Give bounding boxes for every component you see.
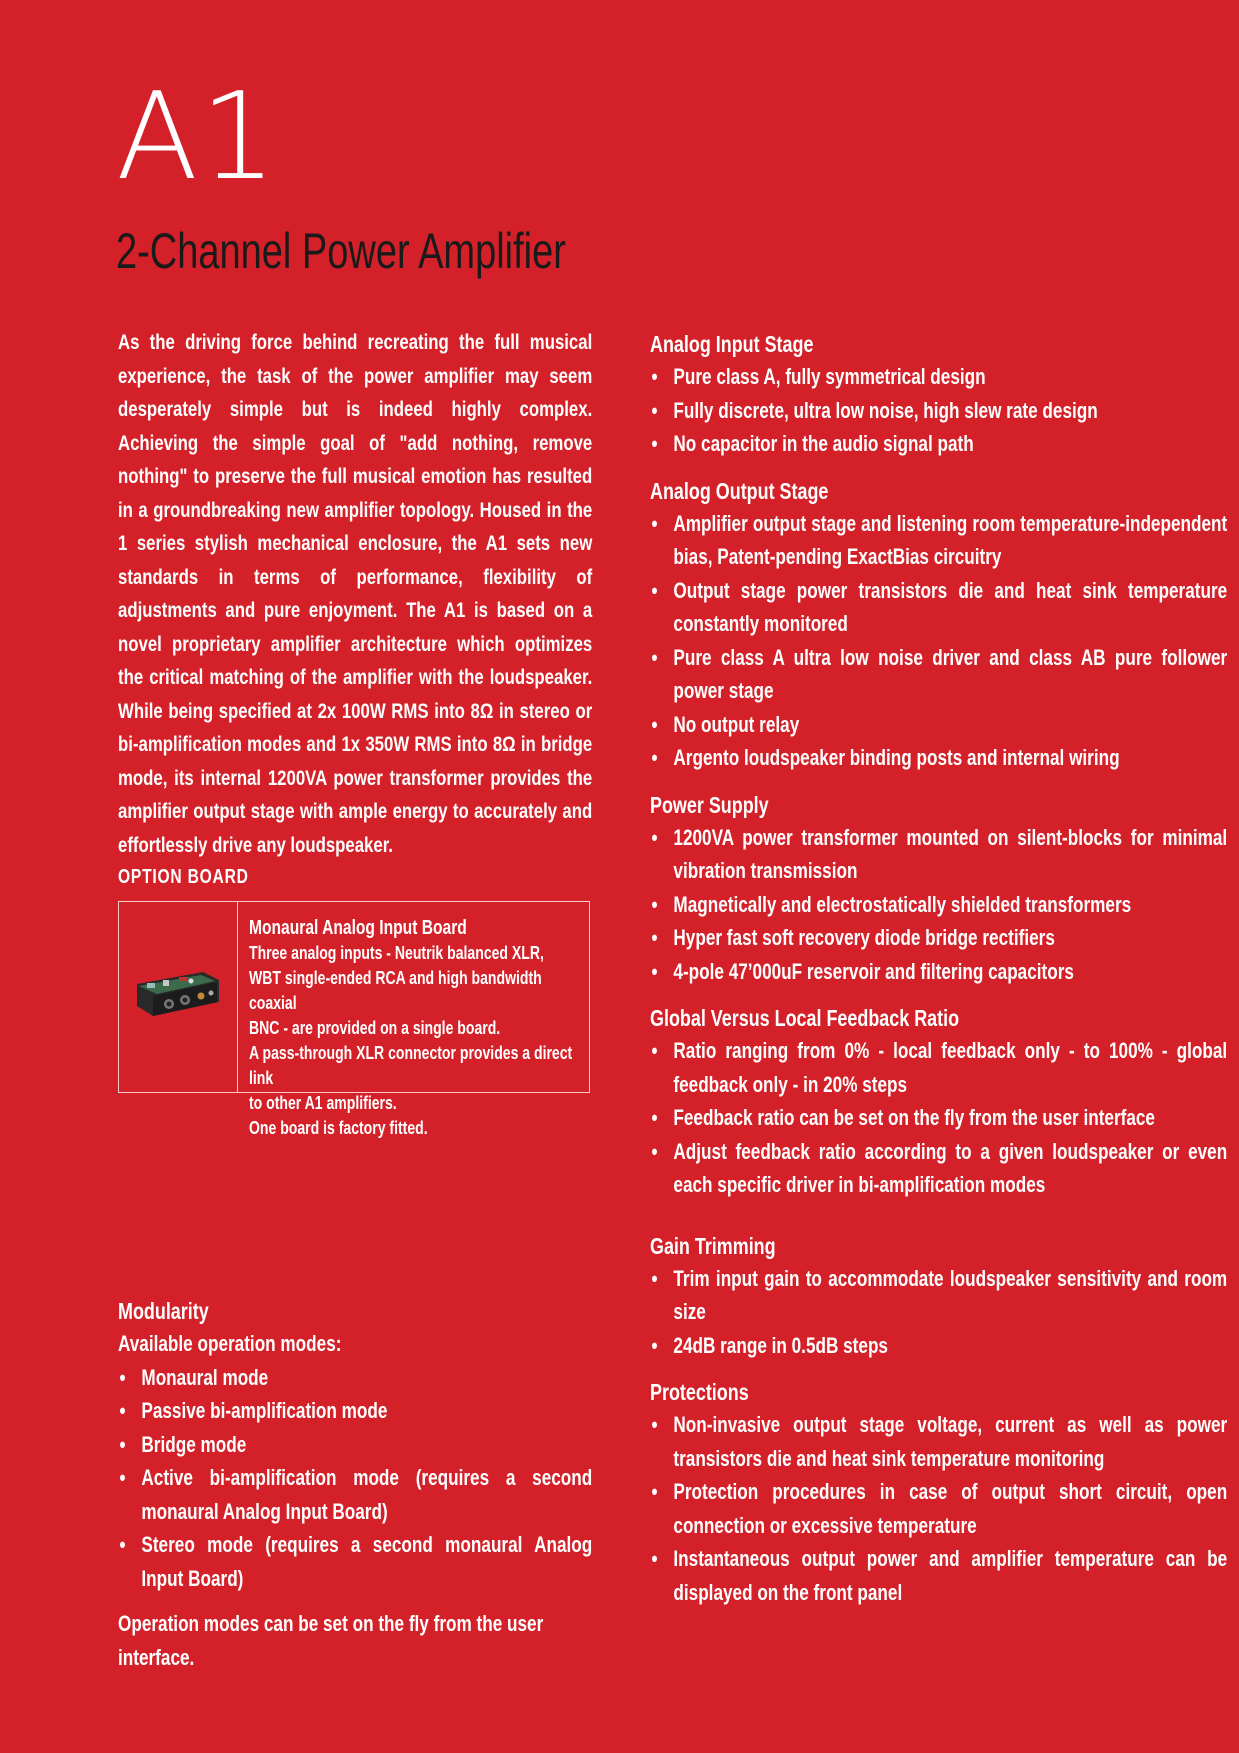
list-item: • Adjust feedback ratio according to a given loudspeaker or even each specific driver in bi-amplification modes (650, 1135, 1227, 1202)
list-item: • Stereo mode (requires a second monaural Analog Input Board) (118, 1528, 592, 1595)
list-item: • Hyper fast soft recovery diode bridge rectifiers (650, 921, 1227, 955)
section-heading: Power Supply (650, 791, 769, 818)
list-item: • 1200VA power transformer mounted on silent-blocks for minimal vibration transmission (650, 821, 1227, 888)
option-board-text (249, 916, 584, 1141)
list-item: • Fully discrete, ultra low noise, high slew rate design (650, 394, 1227, 428)
list-item: • Trim input gain to accommodate loudspeaker sensitivity and room size (650, 1262, 1227, 1329)
section-list (650, 360, 1227, 461)
option-board-line: BNC - are provided on a single board. (249, 1018, 501, 1038)
option-board-title: Monaural Analog Input Board (249, 917, 467, 939)
spec-section-analog-input (650, 328, 1227, 461)
modularity-heading: Modularity (118, 1298, 209, 1324)
option-board-line: WBT single-ended RCA and high bandwidth coaxial (249, 968, 542, 1013)
section-list (650, 1034, 1227, 1202)
list-item: • Passive bi-amplification mode (118, 1394, 592, 1428)
list-item: • Pure class A ultra low noise driver and class AB pure follower power stage (650, 641, 1227, 708)
list-item: • Feedback ratio can be set on the fly from the user interface (650, 1101, 1227, 1135)
section-heading: Global Versus Local Feedback Ratio (650, 1005, 960, 1031)
list-item: • 4-pole 47’000uF reservoir and filtering capacitors (650, 955, 1227, 989)
list-item: • Active bi-amplification mode (requires a second monaural Analog Input Board) (118, 1461, 592, 1528)
modularity-intro: Available operation modes: (118, 1331, 342, 1356)
section-list (650, 1262, 1227, 1363)
model-name: A1 (116, 68, 279, 207)
section-heading: Protections (650, 1379, 749, 1405)
list-item: • Monaural mode (118, 1361, 592, 1395)
list-item: • 24dB range in 0.5dB steps (650, 1329, 1227, 1363)
list-item: • Ratio ranging from 0% - local feedback only - to 100% - global feedback only - in 20% steps (650, 1034, 1227, 1101)
list-item: • Pure class A, fully symmetrical design (650, 360, 1227, 394)
circuit-board-icon (133, 966, 223, 1020)
spec-section-protections (650, 1376, 1227, 1609)
spec-section-analog-output (650, 475, 1227, 775)
option-board-line: Three analog inputs - Neutrik balanced XLR, (249, 943, 544, 963)
list-item: • Argento loudspeaker binding posts and internal wiring (650, 741, 1227, 775)
section-heading: Analog Output Stage (650, 477, 829, 504)
modularity-list (118, 1361, 592, 1596)
option-board-line: One board is factory fitted. (249, 1118, 428, 1138)
list-item: • Magnetically and electrostatically shielded transformers (650, 888, 1227, 922)
option-board-box (118, 901, 590, 1138)
spec-section-feedback (650, 1002, 1227, 1202)
modularity-footnote: Operation modes can be set on the fly from the user interface. (118, 1611, 544, 1670)
option-board-image (119, 902, 238, 1092)
spec-section-power-supply (650, 789, 1227, 989)
product-subtitle: 2-Channel Power Amplifier (116, 223, 566, 279)
spec-section-gain-trimming (650, 1230, 1227, 1363)
section-list (650, 821, 1227, 989)
option-board-line: A pass-through XLR connector provides a direct link (249, 1043, 573, 1088)
section-heading: Gain Trimming (650, 1232, 776, 1259)
list-item: • Amplifier output stage and listening room temperature-independent bias, Patent-pending ExactBias circuitry (650, 507, 1227, 574)
list-item: • Non-invasive output stage voltage, current as well as power transistors die and heat sink temperature monitoring (650, 1408, 1227, 1475)
option-board-line: to other A1 amplifiers. (249, 1093, 397, 1113)
intro-column (118, 326, 592, 862)
specs-column (650, 328, 1227, 1609)
list-item: • No output relay (650, 708, 1227, 742)
modularity-section (118, 1295, 592, 1674)
list-item: • No capacitor in the audio signal path (650, 427, 1227, 461)
list-item: • Instantaneous output power and amplifier temperature can be displayed on the front panel (650, 1542, 1227, 1609)
list-item: • Protection procedures in case of output short circuit, open connection or excessive temperature (650, 1475, 1227, 1542)
intro-paragraph: As the driving force behind recreating the full musical experience, the task of the power amplifier may seem desperately simple but is indeed highly complex. Achieving the simple goal of "add nothing, remove nothing" to preserve the full musical emotion has resulted in a groundbreaking new amplifier topology. Housed in the 1 series stylish mechanical enclosure, the A1 sets new standards in terms of performance, flexibility of adjustments and pure enjoyment. The A1 is based on a novel proprietary amplifier architecture which optimizes the critical matching of the amplifier with the loudspeaker. While being specified at 2x 100W RMS into 8Ω in stereo or bi-amplification modes and 1x 350W RMS into 8Ω in bridge mode, its internal 1200VA power transformer provides the amplifier output stage with ample energy to accurately and effortlessly drive any loudspeaker. (118, 330, 593, 857)
list-item: • Bridge mode (118, 1428, 592, 1462)
section-list (650, 507, 1227, 775)
section-heading: Analog Input Stage (650, 331, 814, 357)
section-list (650, 1408, 1227, 1609)
option-board-label: OPTION BOARD (118, 866, 249, 888)
list-item: • Output stage power transistors die and heat sink temperature constantly monitored (650, 574, 1227, 641)
